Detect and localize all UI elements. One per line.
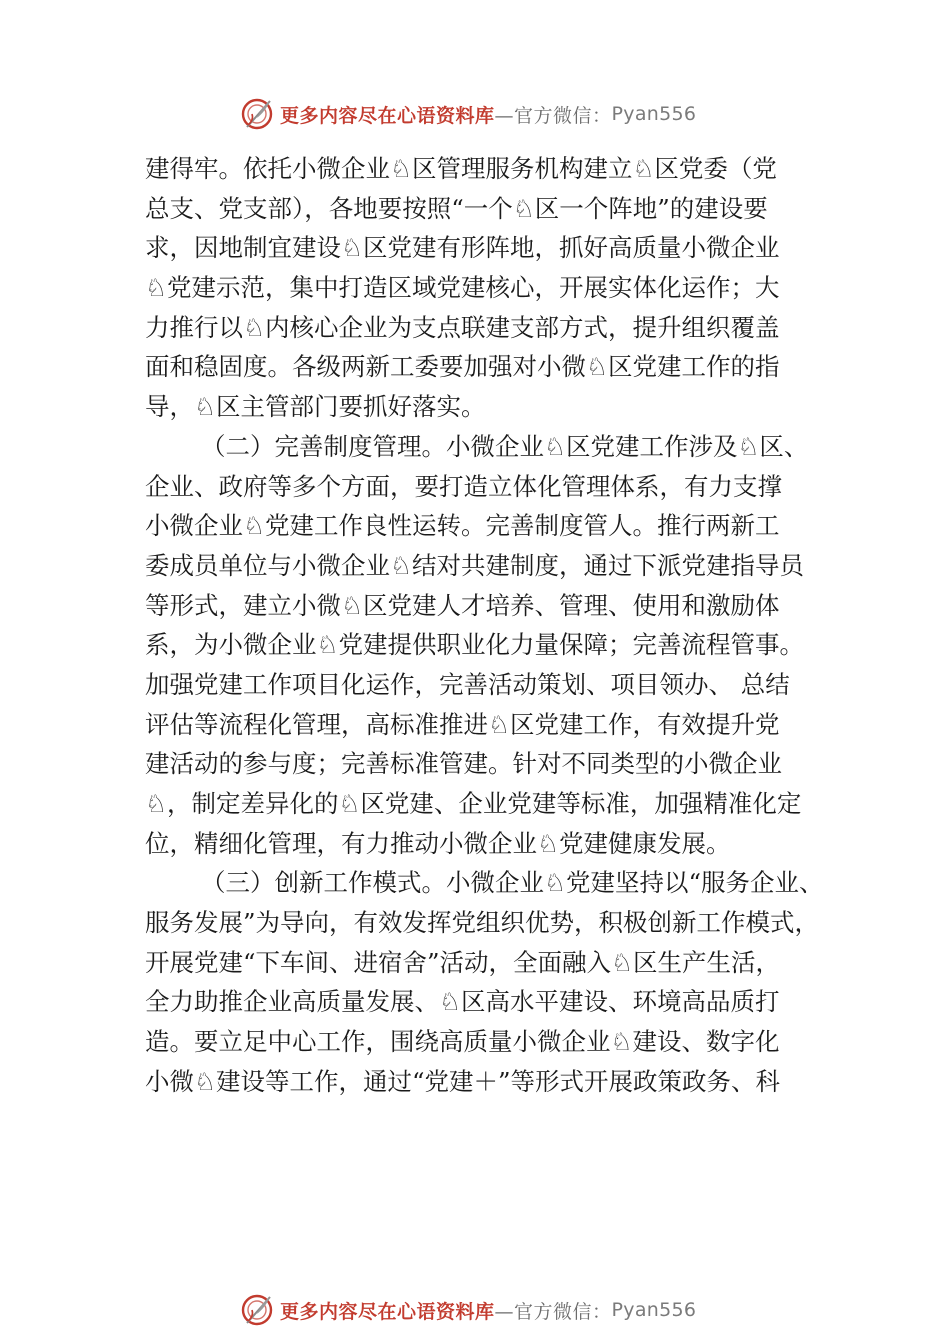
text-line: 等形式，建立小微♘区党建人才培养、管理、使用和激励体 bbox=[145, 590, 780, 620]
watermark-wechat-id: Pyan556 bbox=[611, 1299, 697, 1321]
text-line: 面和稳固度。各级两新工委要加强对小微♘区党建工作的指 bbox=[145, 352, 780, 382]
watermark-brand: 更多内容尽在心语资料库 bbox=[280, 104, 495, 127]
watermark-brand: 更多内容尽在心语资料库 bbox=[280, 1300, 495, 1323]
text-line: 服务发展”为导向，有效发挥党组织优势，积极创新工作模式， bbox=[145, 908, 820, 938]
text-line: 系，为小微企业♘党建提供职业化力量保障；完善流程管事。 bbox=[145, 630, 804, 660]
text-line: 评估等流程化管理，高标准推进♘区党建工作，有效提升党 bbox=[145, 709, 780, 739]
section-heading-line: （二）完善制度管理。小微企业♘区党建工作涉及♘区、 bbox=[201, 431, 809, 461]
footer-watermark bbox=[240, 1292, 696, 1328]
watermark-wechat-id: Pyan556 bbox=[611, 103, 697, 125]
feather-logo-icon bbox=[240, 1292, 276, 1328]
section-heading-line: （三）创新工作模式。小微企业♘党建坚持以“服务企业、 bbox=[201, 868, 824, 898]
text-line: 位，精细化管理，有力推动小微企业♘党建健康发展。 bbox=[145, 828, 731, 858]
text-line: ♘，制定差异化的♘区党建、企业党建等标准，加强精准化定 bbox=[145, 789, 802, 818]
document-body bbox=[145, 149, 824, 1102]
text-line: ♘党建示范，集中打造区域党建核心，开展实体化运作；大 bbox=[145, 273, 780, 303]
text-line: 小微♘建设等工作，通过“党建＋”等形式开展政策政务、科 bbox=[145, 1066, 781, 1096]
text-line: 委成员单位与小微企业♘结对共建制度，通过下派党建指导员 bbox=[145, 550, 804, 580]
text-line: 企业、政府等多个方面，要打造立体化管理体系，有力支撑 bbox=[145, 471, 782, 501]
text-line: 求，因地制宜建设♘区党建有形阵地，抓好高质量小微企业 bbox=[145, 233, 780, 263]
feather-logo-icon bbox=[240, 96, 276, 132]
text-line: 总支、党支部），各地要按照“一个♘区一个阵地”的建设要 bbox=[145, 193, 768, 223]
text-line: 小微企业♘党建工作良性运转。完善制度管人。推行两新工 bbox=[145, 511, 780, 541]
watermark-contact-label: —官方微信： bbox=[494, 104, 612, 127]
text-line: 导，♘区主管部门要抓好落实。 bbox=[145, 392, 486, 422]
text-line: 全力助推企业高质量发展、♘区高水平建设、环境高品质打 bbox=[145, 987, 780, 1017]
text-line: 造。要立足中心工作，围绕高质量小微企业♘建设、数字化 bbox=[145, 1027, 780, 1057]
text-line: 建活动的参与度；完善标准管建。针对不同类型的小微企业 bbox=[145, 749, 782, 779]
text-line: 力推行以♘内核心企业为支点联建支部方式，提升组织覆盖 bbox=[145, 312, 780, 342]
watermark-contact-label: —官方微信： bbox=[494, 1300, 612, 1323]
text-line: 开展党建“下车间、进宿舍”活动，全面融入♘区生产生活， bbox=[145, 947, 781, 977]
text-line: 加强党建工作项目化运作，完善活动策划、项目领办、 总结 bbox=[145, 669, 790, 699]
text-line: 建得牢。依托小微企业♘区管理服务机构建立♘区党委（党 bbox=[145, 154, 777, 183]
header-watermark bbox=[240, 96, 696, 132]
